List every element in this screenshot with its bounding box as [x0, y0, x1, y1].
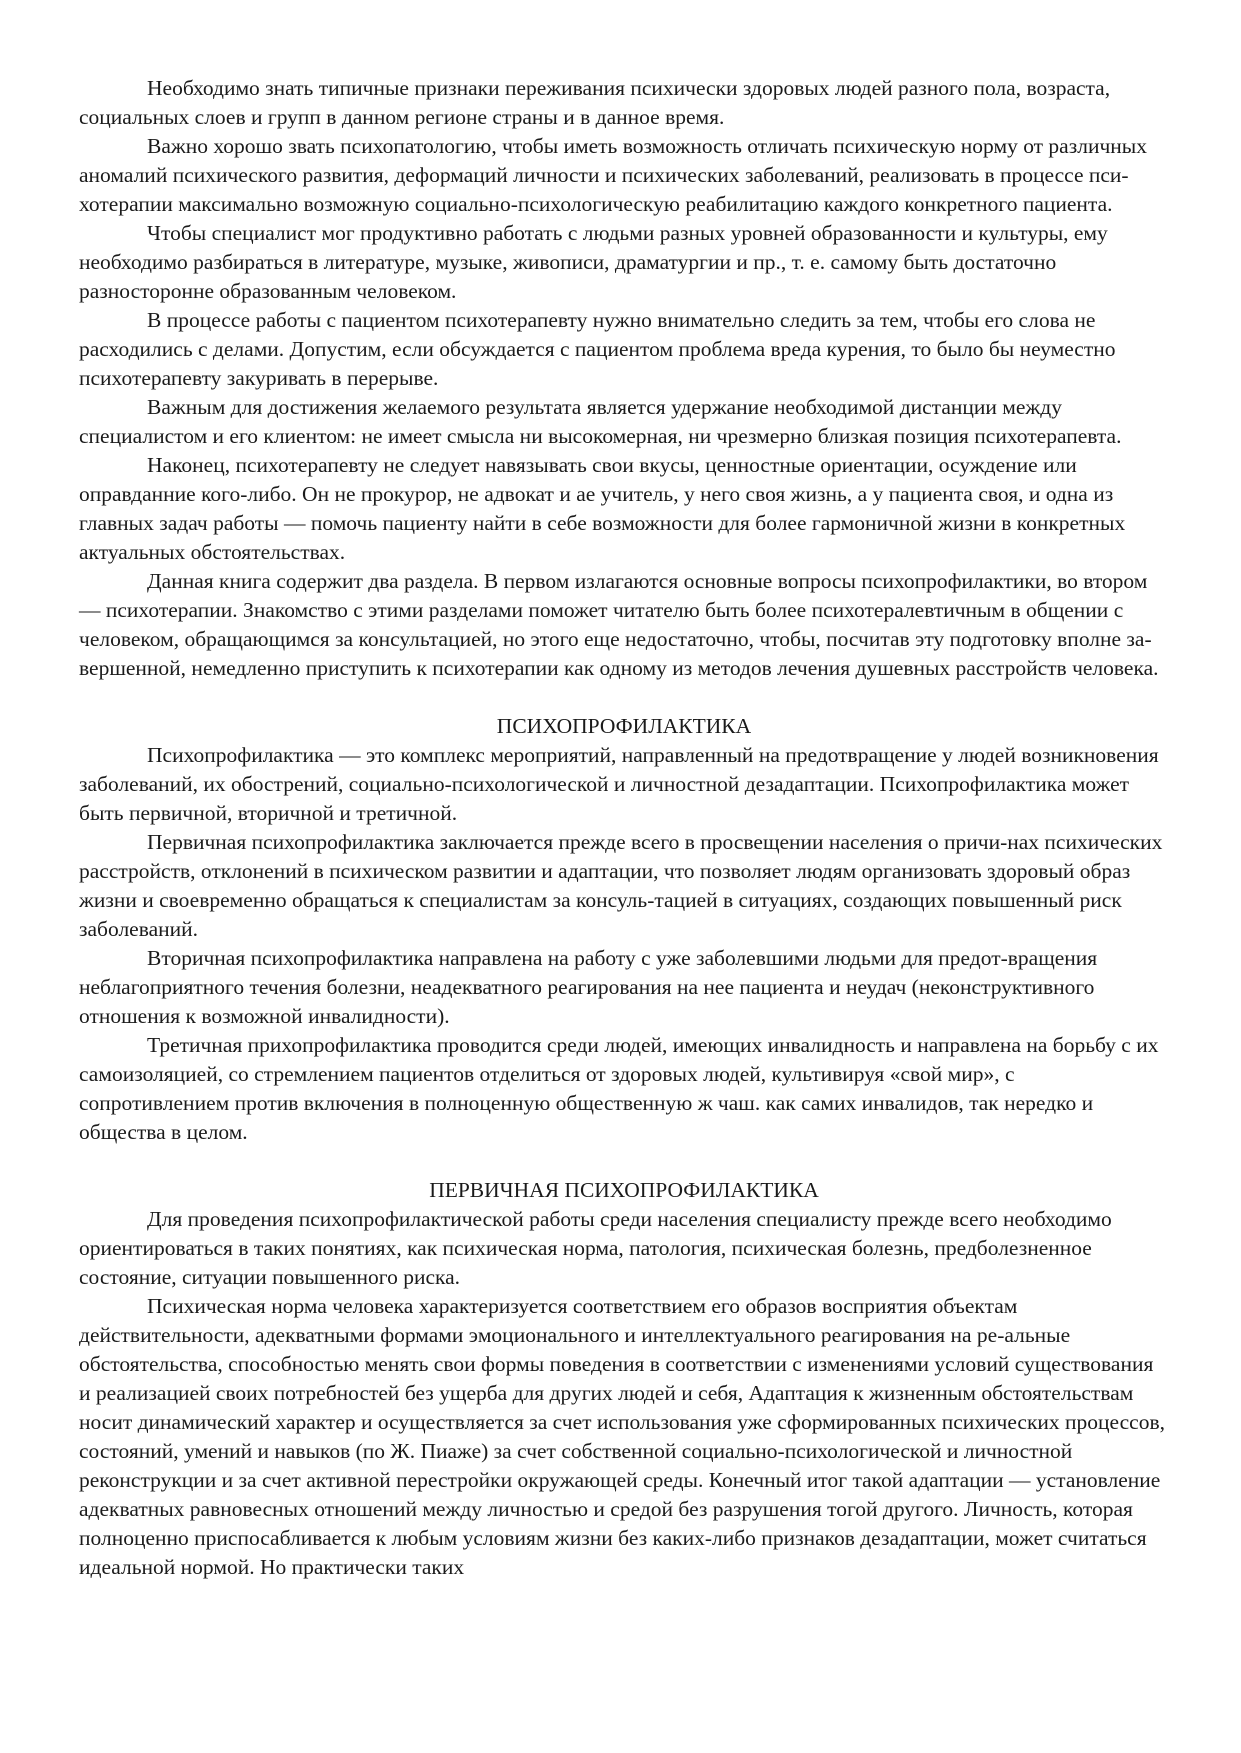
section-spacer: [79, 683, 1169, 712]
section-paragraph: Первичная психопрофилактика заключается прежде всего в просвещении населения о причи-нах психических расстройств, отклонений в психическом развитии и адаптации, что позволяет людям организовать здоровый образ жизни и своевременно обращаться к специалистам за консуль-тацией в ситуациях, создающих повышенный риск заболеваний.: [79, 830, 1163, 941]
section-paragraph: Психическая норма человека характеризуется соответствием его образов восприятия объектам действительности, адекватными формами эмоционального и интеллектуального реагирования на ре-альные обстоятельства, способностью менять свои формы поведения в соответствии с изменениями условий существования и реализацией своих потребностей без ущерба для других людей и себя, Адаптация к жизненным обстоятельствам носит динамический характер и осуществляется за счет использования уже сформированных психических процессов, состояний, умений и навыков (по Ж. Пиаже) за счет собственной социально-психологической и личностной реконструкции и за счет активной перестройки окружающей среды. Конечный итог такой адаптации — установление адекватных равновесных отношений между личностью и средой без разрушения тогой другого. Личность, которая полноценно приспосабливается к любым условиям жизни без каких-либо признаков дезадаптации, может считаться идеальной нормой. Но практически таких: [79, 1294, 1166, 1579]
section-heading-primary-psychoprophylaxis: ПЕРВИЧНАЯ ПСИХОПРОФИЛАКТИКА: [429, 1178, 819, 1202]
section-paragraph: Психопрофилактика — это комплекс мероприятий, направленный на предотвращение у людей возникновения заболеваний, их обострений, социально-психологической и личностной дезадаптации. Психопрофилактика может быть первичной, вторичной и третичной.: [79, 743, 1159, 825]
section-paragraph: Для проведения психопрофилактической работы среди населения специалисту прежде всего необходимо ориентироваться в таких понятиях, как психическая норма, патология, психическая болезнь, предболезненное состояние, ситуации повышенного риска.: [79, 1207, 1112, 1289]
intro-paragraph: Важно хорошо звать психопатологию, чтобы иметь возможность отличать психическую норму от различных аномалий психического развития, деформаций личности и психических заболеваний, реализовать в процессе пси-хотерапии максимально возможную социально-психологическую реабилитацию каждого конкретного пациента.: [79, 134, 1147, 216]
section-heading-psychoprophylaxis: ПСИХОПРОФИЛАКТИКА: [496, 714, 752, 738]
intro-paragraph: В процессе работы с пациентом психотерапевту нужно внимательно следить за тем, чтобы его слова не расходились с делами. Допустим, если обсуждается с пациентом проблема вреда курения, то было бы неуместно психотерапевту закуривать в перерыве.: [79, 308, 1116, 390]
document-page: [79, 74, 1169, 1582]
section-spacer: [79, 1147, 1169, 1176]
intro-paragraph: Важным для достижения желаемого результата является удержание необходимой дистанции между специалистом и его клиентом: не имеет смысла ни высокомерная, ни чрезмерно близкая позиция психотерапевта.: [79, 395, 1122, 448]
section-paragraph: Вторичная психопрофилактика направлена на работу с уже заболевшими людьми для предот-вращения неблагоприятного течения болезни, неадекватного реагирования на нее пациента и неудач (неконструктивного отношения к возможной инвалидности).: [79, 946, 1098, 1028]
intro-paragraph: Данная книга содержит два раздела. В первом излагаются основные вопросы психопрофилактики, во втором — психотерапии. Знакомство с этими разделами поможет читателю быть более психотералевтичным в общении с человеком, обращающимся за консультацией, но этого еще недостаточно, чтобы, посчитав эту подготовку вполне за-вершенной, немедленно приступить к психотерапии как одному из методов лечения душевных расстройств человека.: [79, 569, 1159, 680]
intro-paragraph: Наконец, психотерапевту не следует навязывать свои вкусы, ценностные ориентации, осуждение или оправданние кого-либо. Он не прокурор, не адвокат и ае учитель, у него своя жизнь, а у пациента своя, и одна из главных задач работы — помочь пациенту найти в себе возможности для более гармоничной жизни в конкретных актуальных обстоятельствах.: [79, 453, 1126, 564]
intro-paragraph: Чтобы специалист мог продуктивно работать с людьми разных уровней образованности и культуры, ему необходимо разбираться в литературе, музыке, живописи, драматургии и пр., т. е. самому быть достаточно разносторонне образованным человеком.: [79, 221, 1108, 303]
section-paragraph: Третичная прихопрофилактика проводится среди людей, имеющих инвалидность и направлена на борьбу с их самоизоляцией, со стремлением пациентов отделиться от здоровых людей, культивируя «свой мир», с сопротивлением против включения в полноценную общественную ж чаш. как самих инвалидов, так нередко и общества в целом.: [79, 1033, 1159, 1144]
intro-paragraph: Необходимо знать типичные признаки переживания психически здоровых людей разного пола, возраста, социальных слоев и групп в данном регионе страны и в данное время.: [79, 76, 1111, 129]
